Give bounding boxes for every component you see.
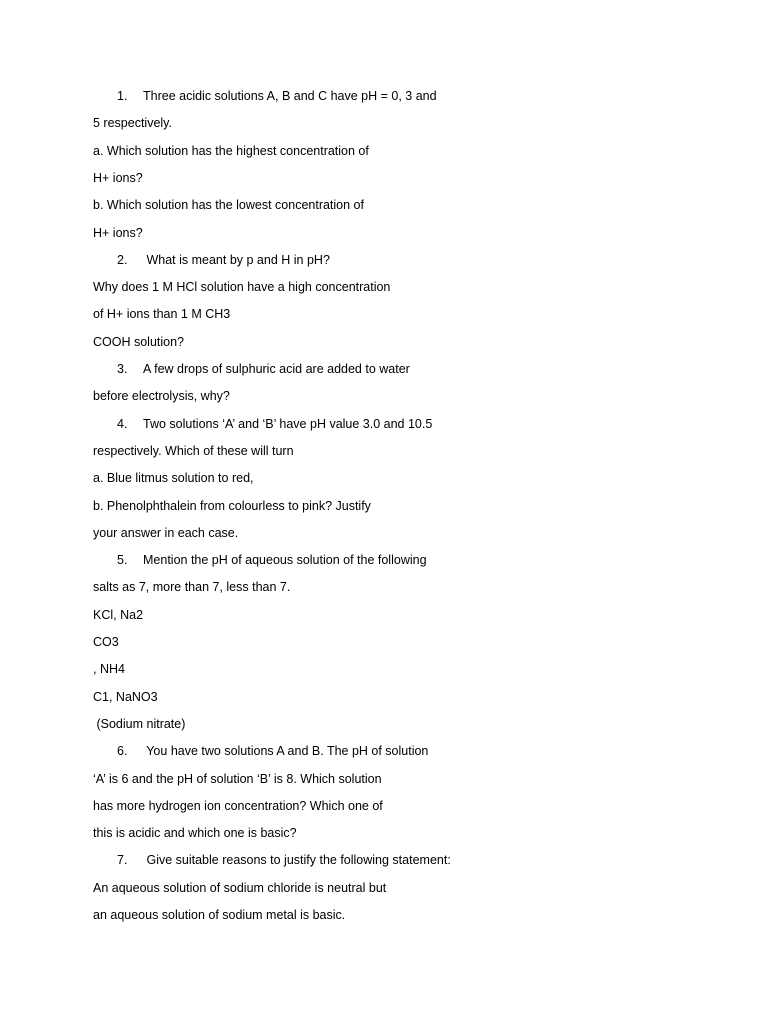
text-line [93,279,390,295]
line-text: your answer in each case. [93,525,239,540]
text-line [93,197,364,213]
question-line [93,852,451,868]
line-text: a. Blue litmus solution to red, [93,471,254,486]
text-line [93,771,382,787]
question-number: 1. [117,89,128,103]
line-text: b. Which solution has the lowest concentration of [93,198,364,213]
line-text: CO3 [93,635,119,649]
text-line [93,579,290,595]
line-text: (Sodium nitrate) [93,716,186,731]
text-line [93,143,369,159]
question-number: 5. [117,553,128,568]
line-text: KCl, Na2 [93,607,144,622]
line-text: Two solutions ‘A’ and ‘B’ have pH value 3.0 and 10.5 [143,416,433,431]
line-text: of H+ ions than 1 M CH3 [93,307,231,322]
line-text: has more hydrogen ion concentration? Which one of [93,798,383,813]
question-line [93,416,432,432]
line-text: Mention the pH of aqueous solution of the following [143,553,427,568]
line-text: A few drops of sulphuric acid are added to water [143,362,410,376]
text-line [93,907,345,923]
line-text: salts as 7, more than 7, less than 7. [93,580,291,595]
line-text: H+ ions? [93,170,143,185]
text-line [93,798,383,814]
question-number: 6. [117,744,128,759]
line-text: b. Phenolphthalein from colourless to pink? Justify [93,498,371,513]
line-text: Give suitable reasons to justify the following statement: [143,853,451,868]
line-text: An aqueous solution of sodium chloride is neutral but [93,880,387,895]
text-line [93,716,185,732]
text-line [93,115,172,131]
line-text: ‘A’ is 6 and the pH of solution ‘B’ is 8. Which solution [93,771,382,786]
text-line [93,880,386,896]
text-line [93,634,119,650]
question-line [93,252,330,268]
question-line [93,552,427,568]
question-line [93,361,410,377]
text-line [93,498,371,514]
text-line [93,661,125,677]
text-line [93,306,230,322]
line-text: What is meant by p and H in pH? [143,252,330,267]
question-line [93,743,428,759]
text-line [93,525,238,541]
line-text: H+ ions? [93,225,143,240]
question-number: 3. [117,362,128,376]
line-text: 5 respectively. [93,116,172,131]
question-line [93,88,437,104]
text-line [93,825,297,841]
line-text: Three acidic solutions A, B and C have pH = 0, 3 and [143,89,437,103]
text-line [93,470,254,486]
line-text: a. Which solution has the highest concentration of [93,143,369,158]
line-text: You have two solutions A and B. The pH of solution [143,744,429,759]
text-line [93,334,184,350]
line-text: Why does 1 M HCl solution have a high concentration [93,280,391,295]
text-line [93,689,158,705]
line-text: an aqueous solution of sodium metal is basic. [93,908,346,922]
line-text: C1, NaNO3 [93,689,158,704]
text-line [93,225,143,241]
text-line [93,607,143,623]
question-number: 2. [117,252,128,267]
question-number: 4. [117,416,128,431]
line-text: COOH solution? [93,334,185,349]
line-text: respectively. Which of these will turn [93,443,294,458]
question-number: 7. [117,853,128,868]
line-text: before electrolysis, why? [93,389,230,404]
text-line [93,443,294,459]
line-text: this is acidic and which one is basic? [93,826,297,841]
text-line [93,170,143,186]
text-line [93,388,230,404]
line-text: , NH4 [93,662,125,677]
